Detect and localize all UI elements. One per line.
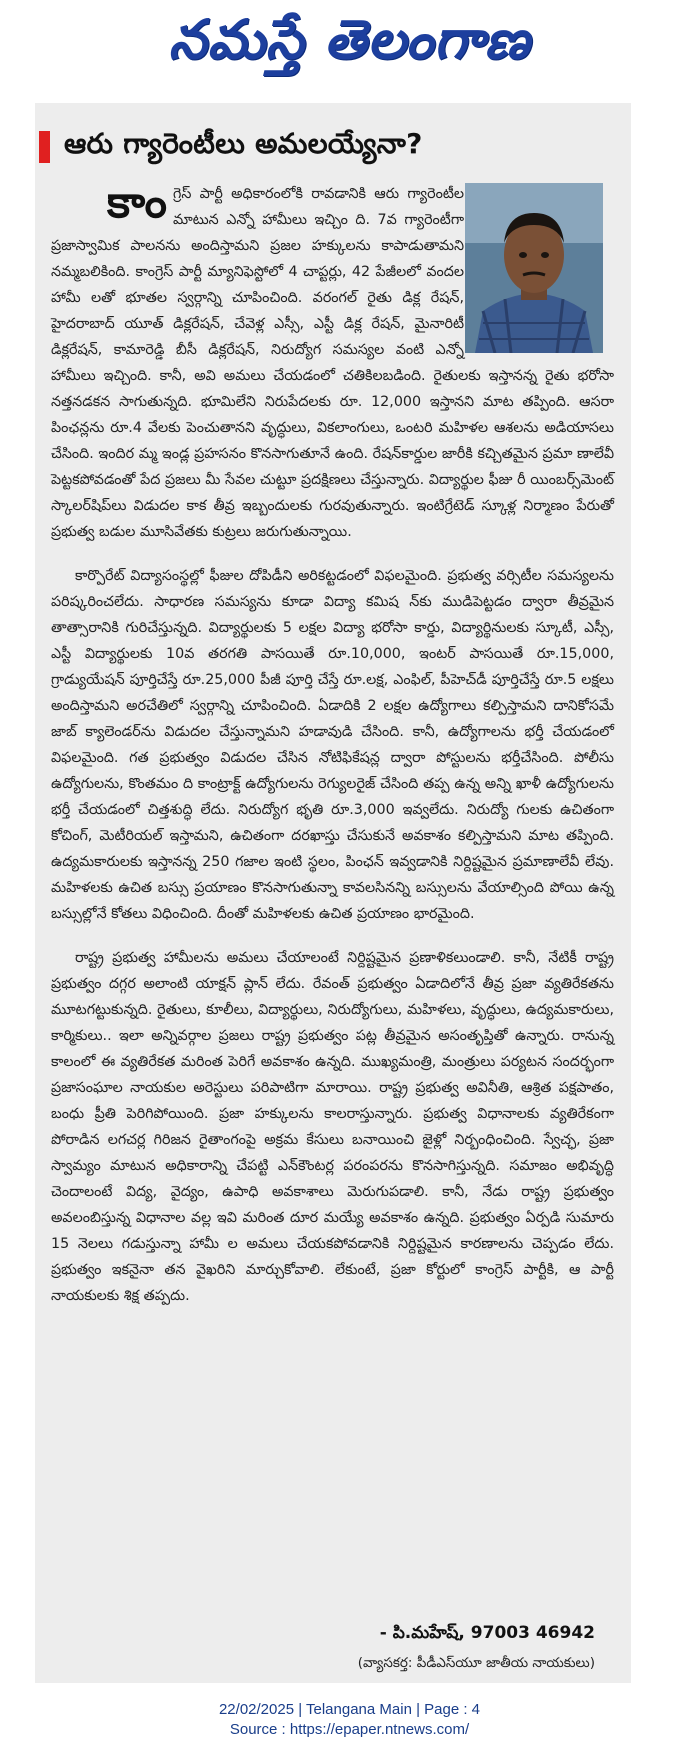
- author-note: (వ్యాసకర్త: పీడీఎస్‌యూ జాతీయ నాయకులు): [357, 1655, 595, 1671]
- photo-wrap-spacer: [464, 181, 614, 355]
- author-line: - పి.మహేష్, 97003 46942: [379, 1623, 595, 1643]
- footer: [0, 1700, 699, 1740]
- headline: [35, 127, 423, 167]
- headline-bar-icon: [39, 131, 50, 163]
- article: [35, 103, 631, 1683]
- headline-text: ఆరు గ్యారెంటీలు అమలయ్యేనా?: [64, 127, 423, 160]
- masthead-title: నమస్తే తెలంగాణ: [168, 7, 531, 71]
- dropcap: కాం: [107, 177, 167, 228]
- masthead: [0, 0, 699, 92]
- paragraph-2: కార్పొరేట్ విద్యాసంస్థల్లో ఫీజుల దోపిడీని అరికట్టడంలో విఫలమైంది. ప్రభుత్వ వర్సిటీల సమస్యలను పరిష్కరించలేదు. సాధారణ సమస్యను కూడా విద్యా కమిష న్‌కు ముడిపెట్టడం ద్వారా తీవ్రమైన తాత్సారానికి గురిచేస్తున్నది. విద్యార్థులకు 5 లక్షల విద్యా భరోసా కార్డు, విద్యార్థినులకు స్కూటీ, ఎస్సీ, ఎస్టీ విద్యార్థులకు 10వ తరగతి పాసయితే రూ.10,000, ఇంటర్ పాసయితే రూ.15,000, గ్రాడ్యుయేషన్ పూర్తిచేస్తే రూ.25,000 పీజీ పూర్తి చేస్తే రూ.లక్ష, ఎంఫిల్, పీహెచ్‌డీ పూర్తిచేస్తే రూ.5 లక్షలు అందిస్తామని అరచేతిలో స్వర్గాన్ని చూపించింది. ఏడాదికి 2 లక్షల ఉద్యోగాలు కల్పిస్తామని దానికోసమే జాబ్ క్యాలెండర్‌ను విడుదల చేస్తున్నామని హడావుడి చేసింది. కానీ, ఉద్యోగాలను భర్తీ చేయడంలో విఫలమైంది. గత ప్రభుత్వం విడుదల చేసిన నోటిఫికేషన్ల ద్వారా పోస్టులను భర్తీచేసింది. పోలీసు ఉద్యోగులను, కొంతమం ది కాంట్రాక్ట్ ఉద్యోగులను రెగ్యులరైజ్ చేసింది తప్ప ఉన్న అన్ని ఖాళీ ఉద్యోగులను భర్తీ చేయడంలో చిత్తశుద్ధి లేదు. నిరుద్యోగ భృతి రూ.3,000 ఇవ్వలేదు. నిరుద్యో గులకు ఉచితంగా కోచింగ్, మెటీరియల్ ఇస్తామని, ఉచితంగా దరఖాస్తు చేసుకునే అవకాశం కల్పిస్తామని మాట తప్పింది. ఉద్యమకారులకు ఇస్తానన్న 250 గజాల ఇంటి స్థలం, పింఛన్ ఇవ్వడానికి నిర్దిష్టమైన ప్రమాణాలేవీ లేవు. మహిళలకు ఉచిత బస్సు ప్రయాణం కొనసాగుతున్నా కావలసినన్ని బస్సులను వేయాల్సింది పోయి ఉన్న బస్సుల్లోనే కోతలు విధించింది. దీంతో మహిళలకు ఉచిత ప్రయాణం భారమైంది.: [51, 568, 614, 922]
- footer-date-line: 22/02/2025 | Telangana Main | Page : 4: [218, 1701, 481, 1718]
- paragraph-3: రాష్ట్ర ప్రభుత్వ హామీలను అమలు చేయాలంటే నిర్దిష్టమైన ప్రణాళికలుండాలి. కానీ, నేటికీ రాష్ట్ర ప్రభుత్వం దగ్గర అలాంటి యాక్షన్ ప్లాన్ లేదు. రేవంత్ ప్రభుత్వం ఏడాదిలోనే తీవ్ర ప్రజా వ్యతిరేకతను మూటగట్టుకున్నది. రైతులు, కూలీలు, విద్యార్థులు, నిరుద్యోగులు, మహిళలు, వృద్ధులు, ఉద్యమకారులు, కార్మికులు.. ఇలా అన్నివర్గాల ప్రజలు రాష్ట్ర ప్రభుత్వం పట్ల తీవ్రమైన అసంతృప్తితో ఉన్నారు. రానున్న కాలంలో ఈ వ్యతిరేకత మరింత పెరిగే అవకాశం ఉన్నది. ముఖ్యమంత్రి, మంత్రులు పర్యటన సందర్భంగా ప్రజాసంఘాల నాయకుల అరెస్టులు పరిపాటిగా మారాయి. రాష్ట్ర ప్రభుత్వ అవినీతి, ఆశ్రిత పక్షపాతం, బంధు ప్రీతి పెరిగిపోయింది. ప్రజా హక్కులను కాలరాస్తున్నారు. ప్రభుత్వ విధానాలకు వ్యతిరేకంగా పోరాడిన లగచర్ల గిరిజన రైతాంగంపై అక్రమ కేసులు బనాయించి జైళ్లో నిర్బంధించింది. స్వేచ్ఛ, ప్రజా స్వామ్యం మాటున అధికారాన్ని చేపట్టి ఎన్‌కౌంటర్ల పరంపరను కొనసాగిస్తున్నది. సమాజం అభివృద్ధి చెందాలంటే విద్య, వైద్యం, ఉపాధి అవకాశాలు మెరుగుపడాలి. కానీ, నేడు రాష్ట్ర ప్రభుత్వం అవలంబిస్తున్న విధానాల వల్ల ఇవి మరింత దూర మయ్యే అవకాశం ఉన్నది. ప్రభుత్వం ఏర్పడి సుమారు 15 నెలలు గడుస్తున్నా హామీ ల అమలు చేయకపోవడానికి నిర్దిష్టమైన కారణాలను చెప్పడం లేదు. ప్రభుత్వం ఇకనైనా తన వైఖరిని మార్చుకోవాలి. లేకుంటే, ప్రజా కోర్టులో కాంగ్రెస్ పార్టీకి, ఆ పార్టీ నాయకులకు శిక్ష తప్పదు.: [51, 950, 614, 1304]
- article-body: [51, 177, 614, 1327]
- paragraph-1-text: గ్రెస్ పార్టీ అధికారంలోకి రావడానికి ఆరు గ్యారెంటీల మాటున ఎన్నో హామీలు ఇచ్చిం ది. 7వ గ్యారెంటీగా ప్రజాస్వామిక పాలనను అందిస్తామని ప్రజల హక్కులను కాపాడుతామని నమ్మబలికింది. కాంగ్రెస్ పార్టీ మ్యానిఫెస్టోలో 4 చాప్టర్లు, 42 పేజీలలో వందల హామీ లతో భూతల స్వర్గాన్ని చూపించింది. వరంగల్ రైతు డిక్ల రేషన్, హైదరాబాద్ యూత్ డిక్లరేషన్, చేవెళ్ల ఎస్సీ, ఎస్టీ డిక్ల రేషన్, మైనారిటీ డిక్లరేషన్, కామారెడ్డి బీసీ డిక్లరేషన్, నిరుద్యోగ సమస్యల వంటి ఎన్నో హామీలు ఇచ్చింది. కానీ, అవి అమలు చేయడంలో చతికిలబడింది. రైతులకు ఇస్తానన్న రైతు భరోసా నత్తనడకన సాగుతున్నది. భూమిలేని నిరుపేదలకు రూ. 12,000 ఇస్తానని మాట తప్పింది. ఆసరా పింఛన్లను రూ.4 వేలకు పెంచుతానని వృద్ధులు, వికలాంగులు, ఒంటరి మహిళల ఆశలను అడియాసలు చేసింది. ఇందిర మ్మ ఇండ్ల ప్రహసనం కొనసాగుతూనే ఉంది. రేషన్‌కార్డుల జారీకి కచ్చితమైన ప్రమా ణాలేవీ పెట్టకపోవడంతో పేద ప్రజలు మీ సేవల చుట్టూ ప్రదక్షిణలు చేస్తున్నారు. విద్యార్థుల ఫీజు రీ యింబర్స్‌మెంట్ స్కాలర్‌షిప్‌లు విడుదల కాక తీవ్ర ఇబ్బందులకు గురవుతున్నారు. ఇంటిగ్రేటెడ్ స్కూళ్ల నిర్మాణం పేరుతో ప్రభుత్వ బడుల మూసివేతకు కుట్రలు జరుగుతున్నాయి.: [51, 186, 614, 540]
- footer-source-line: Source : https://epaper.ntnews.com/: [229, 1721, 470, 1738]
